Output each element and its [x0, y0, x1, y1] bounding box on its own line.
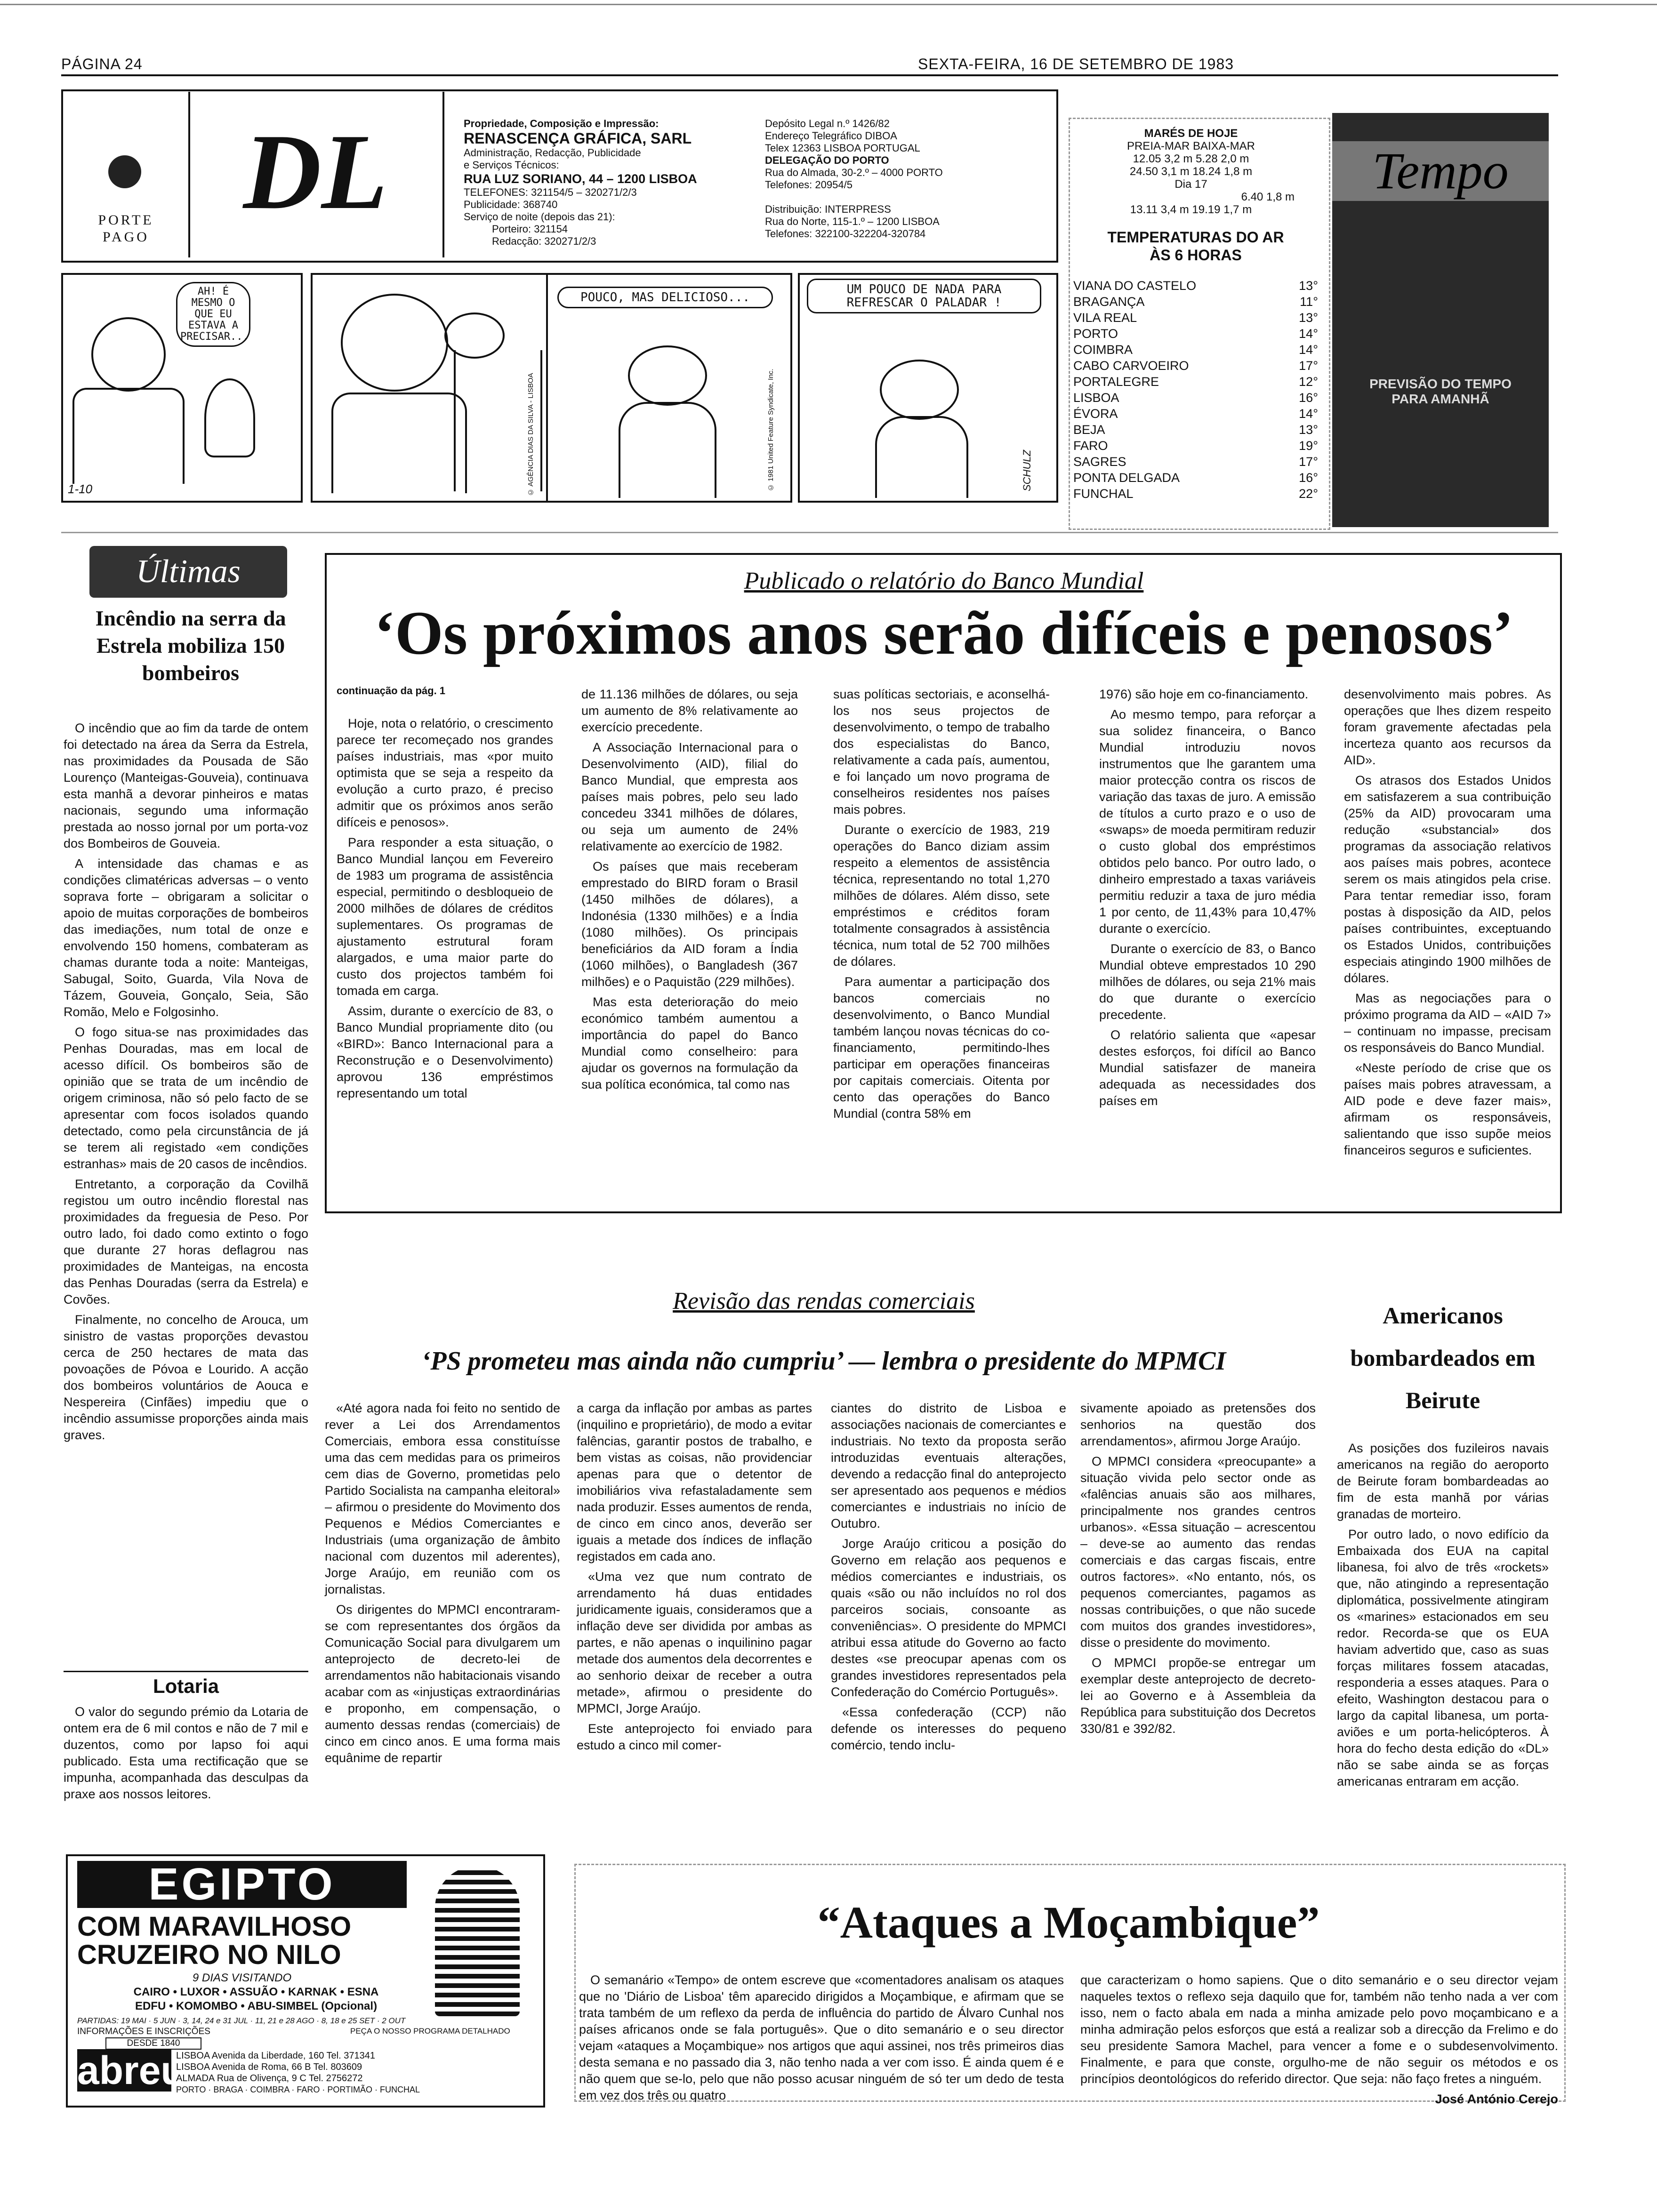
porte-pago-box [64, 92, 190, 257]
ad-request: PEÇA O NOSSO PROGRAMA DETALHADO [350, 2027, 510, 2036]
temp-row: VIANA DO CASTELO 13° [1073, 279, 1318, 293]
article-paragraph: Os dirigentes do MPMCI encontraram-se com representantes dos órgãos da Comunicação Social para divulgarem um anteprojecto de decreto-lei de arrendamentos não habitacionais visando acabar com as «injustiças extraordinárias e proponho, em compensação, o aumento dessas rendas (comerciais) de cinco em cinco anos. E uma forma mais equânime de repartir [325, 1603, 560, 1765]
contact-line: Rua do Norte, 115-1.º – 1200 LISBOA [765, 216, 940, 227]
comic-panel-4 [798, 273, 1058, 503]
cartoonist-signature: SCHULZ [1021, 449, 1033, 491]
egipto-ad[interactable] [66, 1854, 545, 2108]
mozambique-right [1080, 1972, 1558, 2108]
article-paragraph: suas políticas sectoriais, e aconselhá-los nos seus projectos de desenvolvimento, o tempo de trabalho dos especialistas do Banco, relativamente a cada país, aumentou, e foi lançado um novo programa de conselheiros residentes nos países mais pobres. [833, 687, 1050, 817]
ad-days: 9 DIAS VISITANDO [192, 1972, 292, 1984]
article-paragraph: A Associação Internacional para o Desenvolvimento (AID), filial do Banco Mundial, que empresta aos países mais pobres, pelo seu lado concedeu 3341 milhões de dólares, ou seja um aumento de 24% relativamente ao exercício de 1982. [581, 740, 798, 853]
beirute-article [1337, 1440, 1549, 1794]
charlie-head-icon [341, 294, 448, 392]
ad-since: DESDE 1840 [105, 2037, 201, 2050]
comic-date: 1-10 [68, 482, 93, 496]
rents-headline: ‘PS prometeu mas ainda não cumpriu’ — lembra o presidente do MPMCI [421, 1346, 1226, 1376]
ad-address: LISBOA Avenida da Liberdade, 160 Tel. 371341 [176, 2051, 375, 2061]
temp-row: FARO 19° [1073, 439, 1318, 453]
article-paragraph: «Essa confederação (CCP) não defende os interesses do pequeno comércio, tendo inclu- [831, 1705, 1066, 1752]
speech-bubble: UM POUCO DE NADA PARA REFRESCAR O PALADAR ! [807, 279, 1041, 313]
contact-block [765, 118, 1047, 240]
temp-row: PORTALEGRE 12° [1073, 375, 1318, 389]
bank-column-4 [1099, 686, 1316, 1113]
tides-block [1087, 127, 1295, 216]
comic-credit: © AGÊNCIA DIAS DA SILVA - LISBOA [527, 373, 535, 496]
article-paragraph: Durante o exercício de 83, o Banco Mundial obteve emprestados 10 290 milhões de dólares, ou seja 21% mais do que durante o exercício precedente. [1099, 942, 1316, 1022]
article-paragraph: a carga da inflação por ambas as partes (inquilino e proprietário), de modo a evitar falências, garantir postos de trabalho, e bem vistas as coisas, não providenciar apenas para que o detentor de imobiliários viva refastaladamente sem nada produzir. Esses aumentos de renda, de cinco em cinco anos, deverão ser iguais a metade dos índices de inflação registados em cada ano. [577, 1401, 812, 1563]
publisher-line: Serviço de noite (depois das 21): [464, 211, 615, 223]
article-paragraph: Os países que mais receberam emprestado do BIRD foram o Brasil (1450 milhões de dólares), a Indonésia (1330 milhões) e a Índia (1080 milhões). Os principais beneficiários da AID foram a Índia (1060 milhões), o Bangladesh (367 milhões) e o Paquistão (229 milhões). [581, 859, 798, 989]
lotaria-rule [64, 1671, 308, 1672]
ad-brand: EGIPTO [77, 1861, 407, 1908]
tides-row: 6.40 1,8 m [1241, 191, 1295, 203]
publisher-line: Redacção: 320271/2/3 [492, 235, 596, 247]
temp-row: COIMBRA 14° [1073, 343, 1318, 357]
ad-dates: PARTIDAS: 19 MAI · 5 JUN · 3, 14, 24 e 31 JUL · 11, 21 e 28 AGO · 8, 18 e 25 SET · 2 OUT [77, 2016, 406, 2025]
rents-kicker: Revisão das rendas comerciais [673, 1288, 975, 1314]
contact-line: Telefones: 322100-322204-320784 [765, 228, 926, 240]
charlie-body-icon [331, 393, 467, 493]
ad-places-1: CAIRO • LUXOR • ASSUÃO • KARNAK • ESNA [133, 1986, 379, 1998]
bank-kicker: Publicado o relatório do Banco Mundial [744, 568, 1144, 594]
snoopy-head-icon [628, 345, 707, 406]
page-number: PÁGINA 24 [61, 56, 143, 72]
lotaria-article [64, 1704, 308, 1806]
temperature-table [1073, 278, 1318, 502]
temp-row: PORTO 14° [1073, 327, 1318, 341]
publisher-line: TELEFONES: 321154/5 – 320271/2/3 [464, 186, 637, 198]
article-paragraph: «Uma vez que num contrato de arrendamento há duas entidades juridicamente iguais, consideramos que a inflação deve ser dividida por ambas as partes, e não apenas o inquilinino pagar metade dos aumentos dela decorrentes e ao senhorio deixar de receber a outra metade», afirmou o presidente do MPMCI, Jorge Araújo. [577, 1570, 812, 1715]
article-paragraph: desenvolvimento mais pobres. As operações que lhes dizem respeito foram gravemente afectadas pela incerteza quanto aos recursos da AID». [1344, 687, 1551, 767]
tides-header: PREIA-MAR BAIXA-MAR [1126, 140, 1255, 152]
temp-row: BEJA 13° [1073, 423, 1318, 437]
weather-panel-title: Tempo [1332, 141, 1549, 201]
ad-info: INFORMAÇÕES E INSCRIÇÕES [77, 2027, 210, 2036]
article-paragraph: Mas esta deterioração do meio económico também aumentou a importância do papel do Banco Mundial como conselheiro: para ajudar os governos na formulação da sua política económica, tal como nas [581, 995, 798, 1091]
contact-line: Telefones: 20954/5 [765, 179, 853, 191]
contact-line: Telex 12363 LISBOA PORTUGAL [765, 142, 920, 154]
stamp-icon [108, 155, 141, 188]
comic-panel-2 [311, 273, 559, 503]
speech-bubble: AH! É MESMO O QUE EU ESTAVA A PRECISAR... [176, 282, 250, 347]
article-paragraph: Durante o exercício de 1983, 219 operações do Banco diziam assim respeito a elementos de assistência técnica, representando no total 1,270 milhões de dólares. Além disso, sete empréstimos e créditos foram totalmente consagrados à assistência técnica, num total de 52 700 milhões de dólares. [833, 823, 1050, 969]
ad-places-2: EDFU • KOMOMBO • ABU-SIMBEL (Opcional) [135, 2000, 378, 2012]
rents-column-1 [325, 1400, 560, 1770]
article-paragraph: 1976) são hoje em co-financiamento. [1099, 687, 1309, 701]
page-date: SEXTA-FEIRA, 16 DE SETEMBRO DE 1983 [918, 56, 1234, 72]
temp-row: FUNCHAL 22° [1073, 487, 1318, 501]
article-paragraph: O fogo situa-se nas proximidades das Penhas Douradas, mas em local de acesso difícil. Os bombeiros são de opinião que se trata de um incêndio de origem criminosa, não só pelo facto de se apresentar com focos isolados quando detectado, como pela circunstância de já se terem ali registado «em condições estranhas» mais de 20 casos de incêndios. [64, 1025, 308, 1171]
article-paragraph: O relatório salienta que «apesar destes esforços, foi difícil ao Banco Mundial satisfazer de maneira adequada as necessidades dos países em [1099, 1028, 1316, 1108]
article-paragraph: Finalmente, no concelho de Arouca, um sinistro de vastas proporções devastou cerca de 250 hectares de mata das povoações de Póvoa e Lourido. A acção dos bombeiros voluntários de Aouca e Nespereira (Cinfães) impediu que o incêndio assumisse proporções ainda mais graves. [64, 1313, 308, 1442]
temp-row: VILA REAL 13° [1073, 311, 1318, 325]
snoopy-body-icon [875, 416, 968, 498]
ad-address: LISBOA Avenida de Roma, 66 B Tel. 803609 [176, 2062, 362, 2072]
rents-column-2 [577, 1400, 812, 1757]
article-paragraph: Ao mesmo tempo, para reforçar a sua solidez financeira, o Banco Mundial introduziu novos instrumentos que lhe garantem uma maior protecção contra os riscos de variação das taxas de juro. A emissão de títulos a curto prazo e o uso de «swaps» de moeda permitiram reduzir o custo global dos empréstimos obtidos pelo banco. Por outro lado, o dinheiro emprestado a taxas variáveis permitiu reduzir a taxa de juro média 1 por cento, de 11,43% para 10,47% durante o exercício. [1099, 707, 1316, 936]
temp-title: TEMPERATURAS DO AR [1107, 229, 1284, 246]
article-paragraph: Por outro lado, o novo edifício da Embaixada dos EUA na capital libanesa, foi alvo de três «rockets» que, não atingindo a representação diplomática, possivelmente atingiram os «marines» estacionados em seu redor. Recorda-se que os EUA haviam advertido que, caso as suas forças militares fossem atacadas, responderia a esses ataques. Para o efeito, Washington destacou para o largo da capital libanesa, um porta-aviões e um porta-helicópteros. À hora do fecho desta edição do «DL» não se sabe ainda se as forças americanas entraram em acção. [1337, 1527, 1549, 1788]
temp-row: BRAGANÇA 11° [1073, 295, 1318, 309]
charlie-head-icon [91, 317, 166, 392]
article-paragraph: Jorge Araújo criticou a posição do Governo em relação aos pequenos e médios comerciantes e industriais, os quais «são ou não incluídos no rol dos parceiros sociais, consoante as conveniências». O presidente do MPMCI atribui essa atitude do Governo ao facto destes «se preocupar apenas com os grandes investidores representados pela Confederação do Comércio Português». [831, 1537, 1066, 1699]
fire-headline: Incêndio na serra da Estrela mobiliza 150 bombeiros [95, 606, 286, 685]
temp-row: PONTA DELGADA 16° [1073, 471, 1318, 485]
temp-row: CABO CARVOEIRO 17° [1073, 359, 1318, 373]
header-rule [61, 74, 1558, 76]
article-paragraph: A intensidade das chamas e as condições climatéricas adversas – o vento soprava forte – obrigaram a solicitar o apoio de muitas corporações de bombeiros das imediações, num total de onze e envolvendo 150 homens, combateram as chamas durante toda a noite: Manteigas, Sabugal, Soito, Guarda, Vila Nova de Tázem, Gouveia, Gonçalo, Seia, São Romão, Melo e Folgosinho. [64, 857, 308, 1019]
bank-column-3 [833, 686, 1050, 1126]
bank-column-2 [581, 686, 798, 1097]
bank-column-5 [1344, 686, 1551, 1162]
weather-panel-caption: PREVISÃO DO TEMPO PARA AMANHÃ [1369, 377, 1512, 406]
pago-text: PAGO [103, 229, 149, 245]
snoopy-head-icon [880, 360, 959, 420]
dl-logo: DL [243, 112, 388, 232]
speech-bubble: POUCO, MAS DELICIOSO... [557, 287, 773, 308]
logo-box [188, 92, 444, 257]
article-paragraph: Este anteprojecto foi enviado para estudo a cinco mil comer- [577, 1722, 812, 1752]
fire-article [64, 720, 308, 1447]
ad-addresses [176, 2050, 539, 2095]
charlie-body-icon [72, 388, 185, 484]
article-paragraph: que caracterizam o homo sapiens. Que o dito semanário e o seu director vejam naqueles textos o reflexo seja daquilo que for, também não tenho nada a ver com isso, nem o facto abala em nada a minha amizade pelo povo moçambicano e a minha admiração pelos esforços que está a realizar sob a direcção da Frelimo e do seu presidente Samora Machel, para vencer a fome e o subdesenvolvimento. Finalmente, e para que conste, orgulho-me de não seguir os métodos e os princípios deontológicos do referido director. Que seja: não faço fretes a ninguém. [1080, 1973, 1558, 2086]
temp-row: ÉVORA 14° [1073, 407, 1318, 421]
mozambique-headline: “Ataques a Moçambique” [817, 1897, 1320, 1948]
article-paragraph: «Neste período de crise que os países mais pobres atravessam, a AID pode e deve fazer mais», afirmam os responsáveis, salientando que isso supõe meios financeiros seguros e suficientes. [1344, 1061, 1551, 1157]
pharaoh-mask-icon [435, 1866, 520, 2016]
article-paragraph: ciantes do distrito de Lisboa e associações nacionais de comerciantes e industriais. No texto da proposta serão introduzidas eventuais alterações, devendo a redacção final do anteprojecto ser apresentado aos pequenos e médios comerciantes e industriais no início de Outubro. [831, 1401, 1066, 1531]
ad-line-2: CRUZEIRO NO NILO [77, 1940, 341, 1970]
mozambique-left [579, 1972, 1064, 2108]
tides-row: 12.05 3,2 m 5.28 2,0 m [1133, 152, 1249, 165]
publisher-name: RENASCENÇA GRÁFICA, SARL [464, 130, 692, 147]
article-paragraph: O MPMCI considera «preocupante» a situação vivida pelo sector onde as «falências anuais são aos milhares, principalmente nos grandes centros urbanos». «Essa situação – acrescentou – deve-se ao aumento das rendas comerciais e das cargas fiscais, entre outros factores». «No entanto, nós, os pequenos comerciantes, pagamos as nossas contribuições, o que não sucede com muitos dos grandes investidores», disse o presidente do movimento. [1080, 1454, 1316, 1650]
article-paragraph: Os atrasos dos Estados Unidos em satisfazerem a sua contribuição (25% da AID) provocaram uma redução «substancial» dos programas da associação relativos aos países mais pobres, acontece serem os mais atingidos pela crise. Para tentar remediar isso, foram postas à disposição da AID, pelos países contribuintes, exceptuando os Estados Unidos, contribuições especiais atingindo 1900 milhões de dólares. [1344, 773, 1551, 985]
weather-panel [1332, 113, 1549, 527]
author-signature: José António Cerejo [1435, 2092, 1558, 2106]
article-paragraph: Para responder a esta situação, o Banco Mundial lançou em Fevereiro de 1983 um programa de assistência especial, permitindo o desbloqueio de 2000 milhões de dólares de créditos suplementares. Os programas de ajustamento estrutural foram alargados, e uma maior parte do custo dos projectos também foi tomada em carga. [337, 835, 553, 998]
article-paragraph: de 11.136 milhões de dólares, ou seja um aumento de 8% relativamente ao exercício precedente. [581, 687, 798, 734]
article-paragraph: sivamente apoiado as pretensões dos senhorios na questão dos arrendamentos», afirmou Jorge Araújo. [1080, 1401, 1316, 1448]
publisher-address: RUA LUZ SORIANO, 44 – 1200 LISBOA [464, 172, 697, 186]
article-paragraph: O MPMCI propõe-se entregar um exemplar deste anteprojecto de decreto-lei ao Governo e à Assembleia da República para substituição dos Decretos 330/81 e 392/82. [1080, 1656, 1316, 1736]
article-paragraph: Assim, durante o exercício de 83, o Banco Mundial propriamente dito (ou «BIRD»: Banco Internacional para a Reconstrução e o Desenvolvimento) aprovou 136 empréstimos representando um total [337, 1004, 553, 1100]
snoopy-body-icon [619, 402, 716, 498]
contact-line: Rua do Almada, 30-2.º – 4000 PORTO [765, 167, 943, 178]
article-paragraph: Mas as negociações para o próximo programa da AID – «AID 7» – continuam no impasse, precisam os responsáveis do Banco Mundial. [1344, 991, 1551, 1055]
ultimas-label-box [89, 546, 287, 598]
top-rule [0, 4, 1657, 5]
rents-column-4 [1080, 1400, 1316, 1741]
publisher-block [464, 118, 746, 248]
beirute-headline: Americanos bombardeados em Beirute [1350, 1302, 1536, 1413]
publisher-line: e Serviços Técnicos: [464, 159, 559, 171]
continued-label: continuação da pág. 1 [337, 685, 446, 697]
article-paragraph: Entretanto, a corporação da Covilhã registou um outro incêndio florestal nas proximidades da freguesia de Peso. Por outro lado, foi dado como extinto o fogo que durante 27 horas deflagrou nas proximidades de Manteigas, na encosta das Penhas Douradas (serra da Estrela) e Covões. [64, 1177, 308, 1306]
ad-line-1: COM MARAVILHOSO [77, 1911, 352, 1942]
publisher-line: Porteiro: 321154 [492, 223, 568, 235]
article-paragraph: Para aumentar a participação dos bancos comerciais no desenvolvimento, o Banco Mundial também lançou novas técnicas do co-financiamento, permitindo-lhes participar em operações financeiras por capitais comerciais. Oitenta por cento das operações do Banco Mundial (contra 58% em [833, 975, 1050, 1121]
snoopy-icon [204, 378, 255, 457]
bank-column-1 [337, 715, 553, 1106]
publisher-line: Administração, Redacção, Publicidade [464, 147, 641, 159]
section-rule [61, 532, 1558, 533]
temp-row: LISBOA 16° [1073, 391, 1318, 405]
article-paragraph: O semanário «Tempo» de ontem escreve que «comentadores analisam os ataques que no 'Diário de Lisboa' têm aparecido dirigidos a Moçambique, e afirmam que se trata também de um reflexo da perda de influência do partido de Álvaro Cunhal nos países africanos onde se fala português». Que o dito semanário e o seu director vejam «ataques a Moçambique» nos artigos que aqui assinei, nos três primeiros dias desta semana e no passado dia 3, não tenho nada a ver com isso. É ainda quem é e não quem que se-lo, pelo que não posso acusar ninguém de só ter um dedo de testa em vez dos três ou quatro [579, 1973, 1064, 2102]
tides-row: 13.11 3,4 m 19.19 1,7 m [1130, 203, 1252, 216]
temp-subtitle: ÀS 6 HORAS [1150, 247, 1242, 264]
article-paragraph: Hoje, nota o relatório, o crescimento parece ter recomeçado nos grandes países industriais, mas «por muito optimista que se seja a respeito da evolução a curto prazo, é preciso admitir que os próximos anos serão difíceis e penosos». [337, 716, 553, 829]
ad-address: ALMADA Rua de Olivença, 9 C Tel. 2756272 [176, 2073, 363, 2084]
comic-panel-1 [61, 273, 303, 503]
ultimas-label: Últimas [136, 553, 241, 590]
article-paragraph: As posições dos fuzileiros navais americanos na região do aeroporto de Beirute foram bombardeadas ao fim de esta manhã por várias granadas de morteiro. [1337, 1441, 1549, 1521]
rents-column-3 [831, 1400, 1066, 1757]
contact-line: DELEGAÇÃO DO PORTO [765, 154, 889, 166]
abreu-logo: abreu [77, 2048, 185, 2092]
contact-line [765, 191, 1047, 203]
tides-row: Dia 17 [1174, 178, 1207, 191]
publisher-line: Propriedade, Composição e Impressão: [464, 118, 659, 129]
porte-text: PORTE [98, 212, 154, 228]
comic-panel-3 [546, 273, 792, 503]
publisher-line: Publicidade: 368740 [464, 199, 558, 210]
tides-row: 24.50 3,1 m 18.24 1,8 m [1129, 165, 1253, 178]
bank-headline: ‘Os próximos anos serão difíceis e penosos’ [374, 598, 1513, 667]
article-paragraph: «Até agora nada foi feito no sentido de rever a Lei dos Arrendamentos Comerciais, embora essa constituísse uma das cem medidas para os primeiros cem dias de Governo, prometidas pelo Partido Socialista na campanha eleitoral» – afirmou o presidente do Movimento dos Pequenos e Médios Comerciantes e Industriais (uma organização de âmbito nacional com duzentos mil aderentes), Jorge Araújo, em reunião com os jornalistas. [325, 1401, 560, 1596]
contact-line: Endereço Telegráfico DIBOA [765, 130, 897, 142]
temperatures-title [1073, 228, 1318, 264]
lotaria-headline: Lotaria [153, 1675, 219, 1697]
comic-copyright: © 1981 United Feature Syndicate, Inc. [767, 369, 775, 491]
ad-cities: PORTO · BRAGA · COIMBRA · FARO · PORTIMÃO · FUNCHAL [176, 2085, 420, 2094]
article-paragraph: O incêndio que ao fim da tarde de ontem foi detectado na área da Serra da Estrela, nas proximidades da Pousada de São Lourenço (Manteigas-Gouveia), continuava esta manhã a devorar pinheiros e matas nacionais, segundo uma informação prestada ao nosso jornal por um porta-voz dos Bombeiros de Gouveia. [64, 721, 308, 850]
temp-row: SAGRES 17° [1073, 455, 1318, 469]
contact-line: Depósito Legal n.º 1426/82 [765, 118, 890, 129]
tides-title: MARÉS DE HOJE [1144, 127, 1238, 140]
contact-line: Distribuição: INTERPRESS [765, 203, 891, 215]
article-paragraph: O valor do segundo prémio da Lotaria de ontem era de 6 mil contos e não de 7 mil e duzentos, como por lapso foi aqui publicado. Esta uma rectificação que se impunha, acompanhada das desculpas da praxe aos nossos leitores. [64, 1705, 308, 1801]
